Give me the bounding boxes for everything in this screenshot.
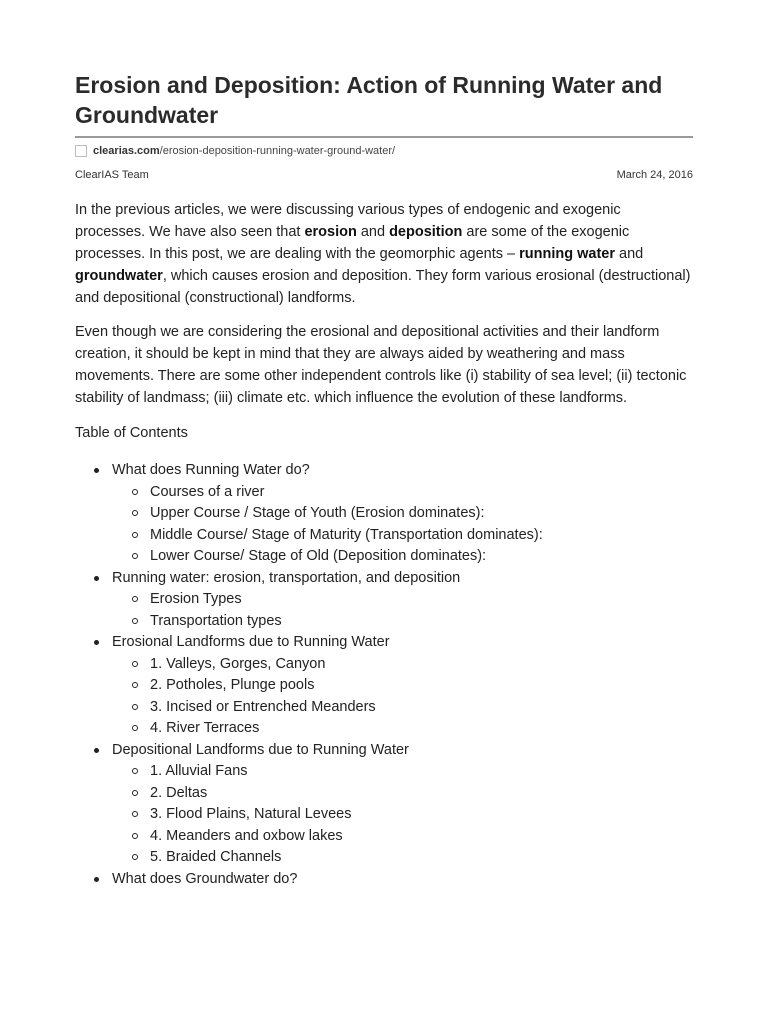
toc-subitem[interactable]: 2. Deltas bbox=[150, 783, 693, 805]
toc-subitem[interactable]: Erosion Types bbox=[150, 589, 693, 611]
intro-text-2: and bbox=[356, 224, 390, 240]
intro-text-4: and bbox=[615, 246, 644, 262]
second-paragraph: Even though we are considering the erosional and depositional activities and their landform creation, it should be kept in mind that they are always aided by weathering and mass movements. There are some other independent controls like (i) stability of sea level; (ii) tectonic stability of landmass; (iii) climate etc. which influence the evolution of these landforms. bbox=[75, 324, 687, 406]
toc-subitem[interactable]: 4. River Terraces bbox=[150, 718, 693, 740]
toc-link[interactable]: Depositional Landforms due to Running Water bbox=[112, 741, 409, 758]
toc-subitem[interactable]: 5. Braided Channels bbox=[150, 847, 693, 869]
toc-sublist bbox=[112, 761, 693, 869]
article-title: Erosion and Deposition: Action of Running Water and Groundwater bbox=[75, 72, 663, 128]
article-meta bbox=[75, 169, 693, 181]
term-deposition: deposition bbox=[389, 224, 463, 240]
intro-paragraph bbox=[75, 199, 693, 309]
toc-item bbox=[112, 632, 693, 740]
toc-sublist bbox=[112, 482, 693, 568]
term-groundwater: groundwater bbox=[75, 268, 163, 284]
toc-link[interactable]: What does Running Water do? bbox=[112, 462, 310, 478]
toc-item bbox=[112, 740, 693, 869]
source-domain[interactable]: clearias.com bbox=[93, 145, 160, 157]
source-link-row[interactable] bbox=[75, 145, 693, 157]
toc-subitem[interactable]: 1. Valleys, Gorges, Canyon bbox=[150, 654, 693, 676]
toc-subitem[interactable]: Lower Course/ Stage of Old (Deposition dominates): bbox=[150, 546, 693, 568]
toc-subitem[interactable]: 1. Alluvial Fans bbox=[150, 761, 693, 783]
toc-subitem[interactable]: Middle Course/ Stage of Maturity (Transportation dominates): bbox=[150, 525, 693, 547]
toc-subitem[interactable]: 2. Potholes, Plunge pools bbox=[150, 675, 693, 697]
toc-link[interactable]: Running water: erosion, transportation, and deposition bbox=[112, 569, 461, 586]
toc-subitem[interactable]: 4. Meanders and oxbow lakes bbox=[150, 826, 693, 848]
toc-subitem[interactable]: 3. Flood Plains, Natural Levees bbox=[150, 804, 693, 826]
toc-subitem[interactable]: 3. Incised or Entrenched Meanders bbox=[150, 697, 693, 719]
term-erosion: erosion bbox=[304, 224, 357, 240]
toc-item bbox=[112, 568, 693, 633]
toc-item bbox=[112, 460, 693, 568]
toc-item bbox=[112, 869, 693, 891]
intro-text-5: , which causes erosion and deposition. They form various erosional (destructional) and depositional (constructional) landforms. bbox=[75, 268, 691, 306]
toc-link[interactable]: Erosional Landforms due to Running Water bbox=[112, 634, 390, 650]
toc-link[interactable]: What does Groundwater do? bbox=[112, 870, 298, 887]
toc-subitem[interactable]: Upper Course / Stage of Youth (Erosion dominates): bbox=[150, 503, 693, 525]
term-running-water: running water bbox=[519, 246, 615, 262]
toc-sublist bbox=[112, 589, 693, 632]
toc-subitem[interactable]: Courses of a river bbox=[150, 482, 693, 504]
toc-subitem[interactable]: Transportation types bbox=[150, 611, 693, 633]
toc-title: Table of Contents bbox=[75, 425, 188, 441]
intro-text-1: In the previous articles, we were discussing various types of endogenic and exogenic processes. We have also seen that bbox=[75, 202, 621, 240]
publish-date: March 24, 2016 bbox=[616, 169, 693, 181]
author-name: ClearIAS Team bbox=[75, 169, 149, 181]
title-divider bbox=[75, 136, 693, 138]
source-path[interactable]: /erosion-deposition-running-water-ground-water/ bbox=[159, 145, 396, 157]
toc-sublist bbox=[112, 654, 693, 740]
intro-text-3: are some of the exogenic processes. In this post, we are dealing with the geomorphic agents – bbox=[75, 224, 630, 262]
favicon-icon bbox=[75, 145, 87, 157]
table-of-contents bbox=[75, 460, 693, 890]
